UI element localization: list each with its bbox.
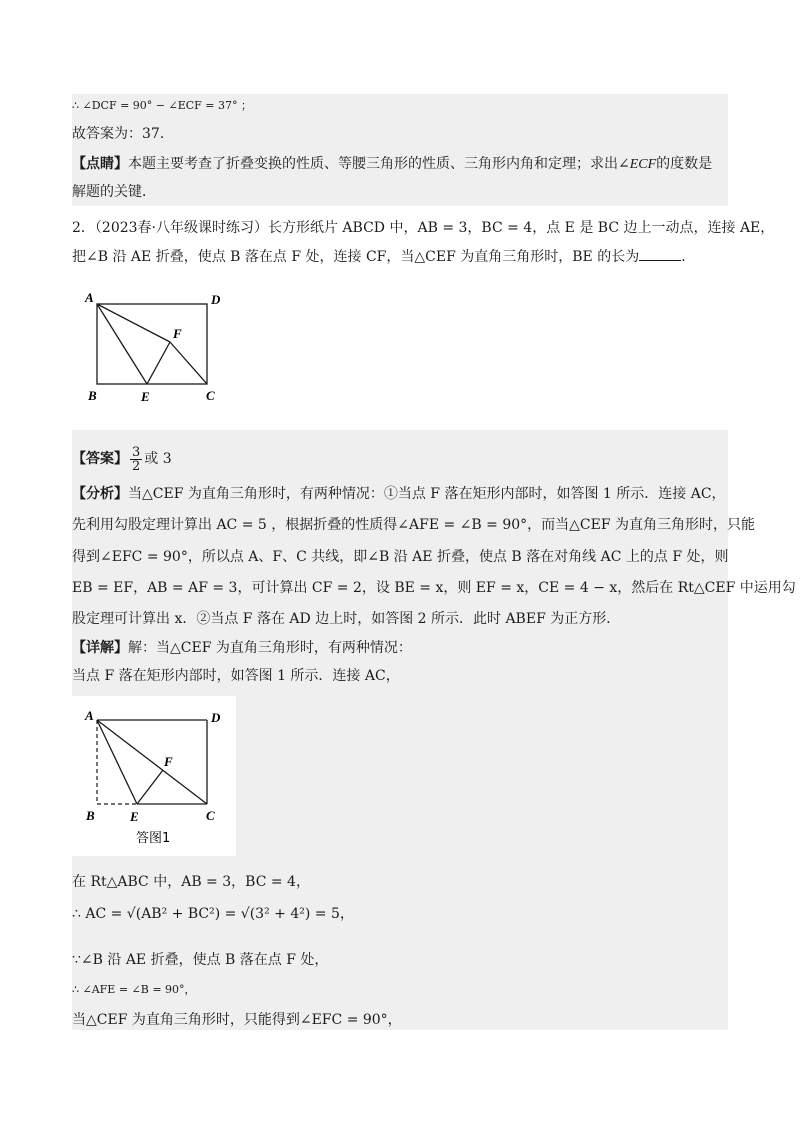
detail-line-1: 【详解】解：当△CEF 为直角三角形时，有两种情况： — [72, 640, 412, 656]
label-d-2: D — [211, 710, 221, 725]
analysis-line-2: 先利用勾股定理计算出 AC = 5 ，根据折叠的性质得∠AFE = ∠B = 90°，而当△CEF 为直角三角形时，只能 — [72, 517, 755, 533]
diagonal-ac — [97, 720, 207, 804]
comment-line — [72, 154, 712, 175]
segment-fc — [170, 342, 207, 384]
figure-caption: 答图1 — [136, 831, 171, 846]
problem-figure — [80, 288, 240, 408]
segment-ae — [97, 304, 147, 384]
analysis-line-4: EB = EF，AB = AF = 3，可计算出 CF = 2，设 BE = x，则 EF = x，CE = 4 − x，然后在 Rt△CEF 中运用勾 — [72, 580, 796, 596]
label-f: F — [173, 326, 182, 341]
comment-tail: 的度数是 — [656, 156, 713, 172]
segment-af — [97, 304, 170, 342]
answer-fraction: $\frac{3}{2}$ — [132, 444, 141, 474]
label-c-2: C — [206, 808, 215, 823]
step-2-formula: ∴ AC = √(AB² + BC²) = √(3² + 4²) = 5 — [72, 906, 340, 922]
answer-row — [72, 442, 172, 476]
analysis-line-5: 股定理可计算出 x．②当点 F 落在 AD 边上时，如答图 2 所示．此时 ABEF 为正方形． — [72, 611, 621, 627]
comment-tag: 【点睛】 — [72, 156, 128, 172]
analysis-line-1: 【分析】当△CEF 为直角三角形时，有两种情况：①当点 F 落在矩形内部时，如答图 1 所示．连接 AC， — [72, 486, 726, 502]
label-f-2: F — [164, 754, 173, 769]
label-c: C — [206, 388, 215, 403]
problem-line-1: 2．（2023春·八年级课时练习）长方形纸片 ABCD 中，AB = 3，BC = 4，点 E 是 BC 边上一动点，连接 AE， — [72, 220, 775, 236]
detail-tag: 【详解】 — [72, 640, 128, 656]
label-e-2: E — [130, 809, 139, 824]
step-5: 当△CEF 为直角三角形时，只能得到∠EFC = 90°， — [72, 1012, 402, 1028]
step-2-end: ， — [339, 906, 354, 922]
comment-math: ∠ECF — [618, 157, 657, 172]
comment-line-2: 解题的关键． — [72, 184, 156, 200]
segment-ef-2 — [137, 770, 163, 804]
step-1: 在 Rt△ABC 中，AB = 3，BC = 4， — [72, 874, 310, 890]
problem-line-2-text: 把∠B 沿 AE 折叠，使点 B 落在点 F 处，连接 CF，当△CEF 为直角三角形时，BE 的长为 — [72, 249, 640, 265]
segment-ef — [147, 342, 170, 384]
label-a: A — [85, 290, 94, 305]
answer-line: 故答案为：37． — [72, 126, 174, 142]
analysis-tag: 【分析】 — [72, 486, 128, 502]
step-4: ∴ ∠AFE = ∠B = 90°， — [72, 983, 196, 996]
answer-figure-1 — [80, 704, 236, 854]
rectangle-abcd — [97, 304, 207, 384]
answer-tag: 【答案】 — [72, 451, 128, 467]
label-b-2: B — [86, 808, 95, 823]
problem-line-2-end: ． — [681, 249, 696, 265]
detail-line-2: 当点 F 落在矩形内部时，如答图 1 所示．连接 AC， — [72, 668, 400, 684]
analysis-line-3: 得到∠EFC = 90°，所以点 A、F、C 共线，即∠B 沿 AE 折叠，使点 B 落在对角线 AC 上的点 F 处，则 — [72, 549, 729, 565]
answer-tail: 或 3 — [144, 451, 172, 467]
problem-line-2 — [72, 246, 695, 267]
therefore-line: ∴ ∠DCF = 90° − ∠ECF = 37° ； — [72, 99, 252, 112]
label-e: E — [141, 389, 150, 404]
step-3: ∵∠B 沿 AE 折叠，使点 B 落在点 F 处， — [72, 952, 329, 968]
segment-ae-2 — [97, 720, 137, 804]
label-d: D — [211, 292, 221, 307]
step-2 — [72, 904, 354, 924]
comment-text: 本题主要考查了折叠变换的性质、等腰三角形的性质、三角形内角和定理；求出 — [128, 156, 618, 172]
label-b: B — [88, 388, 97, 403]
label-a-2: A — [85, 708, 94, 723]
answer-blank — [639, 246, 681, 261]
